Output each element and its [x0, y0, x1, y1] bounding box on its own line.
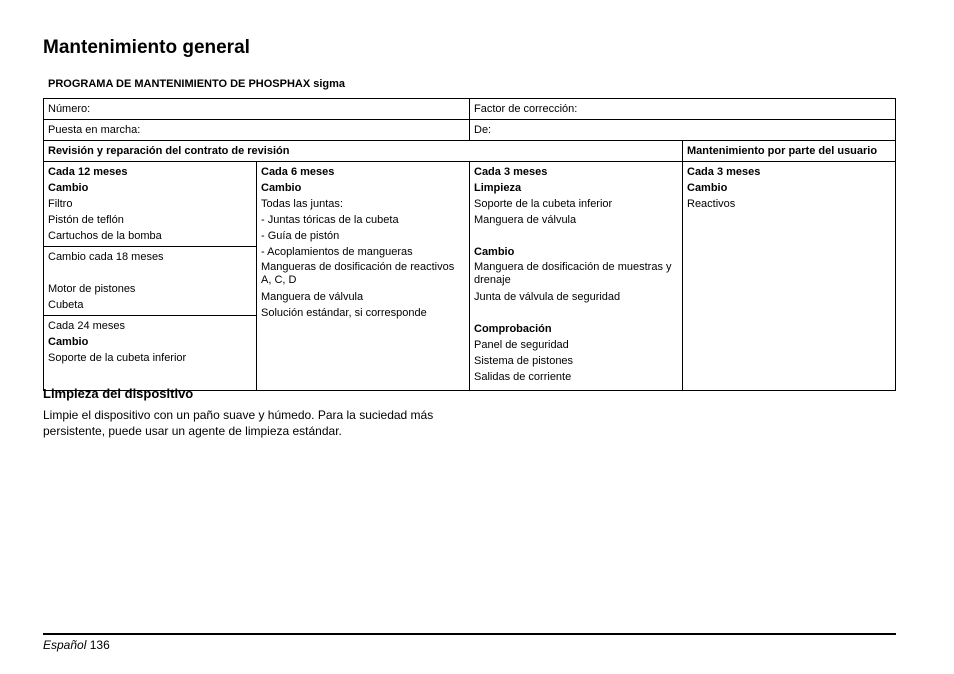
list-item: - Juntas tóricas de la cubeta — [261, 214, 399, 226]
spacer — [474, 305, 678, 321]
table-row — [44, 120, 896, 141]
list-item: Pistón de teflón — [48, 214, 124, 226]
table-row — [44, 99, 896, 120]
list-item: - Acoplamientos de mangueras — [261, 246, 413, 258]
interval-label: Cambio cada 18 meses — [48, 251, 164, 263]
list-item: Filtro — [48, 198, 73, 210]
list-item: Manguera de válvula — [261, 291, 364, 303]
table-row — [44, 141, 896, 162]
list-item: Manguera de dosificación de muestras y drenaje — [474, 261, 672, 286]
list-item: Soporte de la cubeta inferior — [48, 352, 187, 364]
maintenance-schedule-table — [43, 98, 896, 391]
page-footer — [43, 638, 110, 652]
contract-header: Revisión y reparación del contrato de revisión — [44, 141, 683, 162]
interval-label: Cada 3 meses — [687, 166, 761, 178]
spacer — [48, 265, 252, 281]
list-item: Motor de pistones — [48, 283, 136, 295]
list-item: Cartuchos de la bomba — [48, 230, 162, 242]
cleaning-paragraph: Limpie el dispositivo con un paño suave y húmedo. Para la suciedad más persistente, puede usar un agente de limpieza estándar. — [43, 408, 434, 438]
col4-cell — [683, 162, 896, 391]
list-item: Mangueras de dosificación de reactivos A, C, D — [261, 261, 455, 286]
spacer — [474, 228, 678, 244]
footer-language: Español — [43, 638, 87, 652]
action-label: Comprobación — [474, 323, 552, 335]
action-label: Limpieza — [474, 182, 522, 194]
action-label: Cambio — [261, 182, 302, 194]
col1-top-cell — [44, 162, 257, 247]
from-cell: De: — [470, 120, 896, 141]
col1-bot-cell — [44, 316, 257, 391]
cleaning-section-title: Limpieza del dispositivo — [43, 386, 194, 401]
numero-cell: Número: — [44, 99, 470, 120]
interval-label: Cada 3 meses — [474, 166, 548, 178]
action-label: Cambio — [687, 182, 728, 194]
interval-label: Cada 12 meses — [48, 166, 128, 178]
list-item: Todas las juntas: — [261, 198, 343, 210]
list-item: Manguera de válvula — [474, 214, 577, 226]
user-maintenance-header: Mantenimiento por parte del usuario — [683, 141, 896, 162]
action-label: Cambio — [474, 246, 515, 258]
list-item: Sistema de pistones — [474, 355, 574, 367]
list-item: Reactivos — [687, 198, 736, 210]
list-item: Cubeta — [48, 299, 84, 311]
interval-label: Cada 6 meses — [261, 166, 335, 178]
list-item: Solución estándar, si corresponde — [261, 307, 427, 319]
table-row — [44, 162, 896, 247]
interval-label: Cada 24 meses — [48, 320, 126, 332]
list-item: Junta de válvula de seguridad — [474, 291, 621, 303]
col3-cell — [470, 162, 683, 391]
col1-mid-cell — [44, 247, 257, 316]
list-item: Salidas de corriente — [474, 371, 572, 383]
table-caption: PROGRAMA DE MANTENIMIENTO DE PHOSPHAX sigma — [48, 78, 346, 90]
footer-divider — [43, 633, 896, 635]
page-title: Mantenimiento general — [43, 37, 250, 58]
action-label: Cambio — [48, 336, 89, 348]
list-item: Soporte de la cubeta inferior — [474, 198, 613, 210]
action-label: Cambio — [48, 182, 89, 194]
list-item: Panel de seguridad — [474, 339, 569, 351]
list-item: - Guía de pistón — [261, 230, 340, 242]
col2-cell — [257, 162, 470, 391]
correction-factor-cell: Factor de corrección: — [470, 99, 896, 120]
page-number: 136 — [89, 638, 110, 652]
commissioning-cell: Puesta en marcha: — [44, 120, 470, 141]
